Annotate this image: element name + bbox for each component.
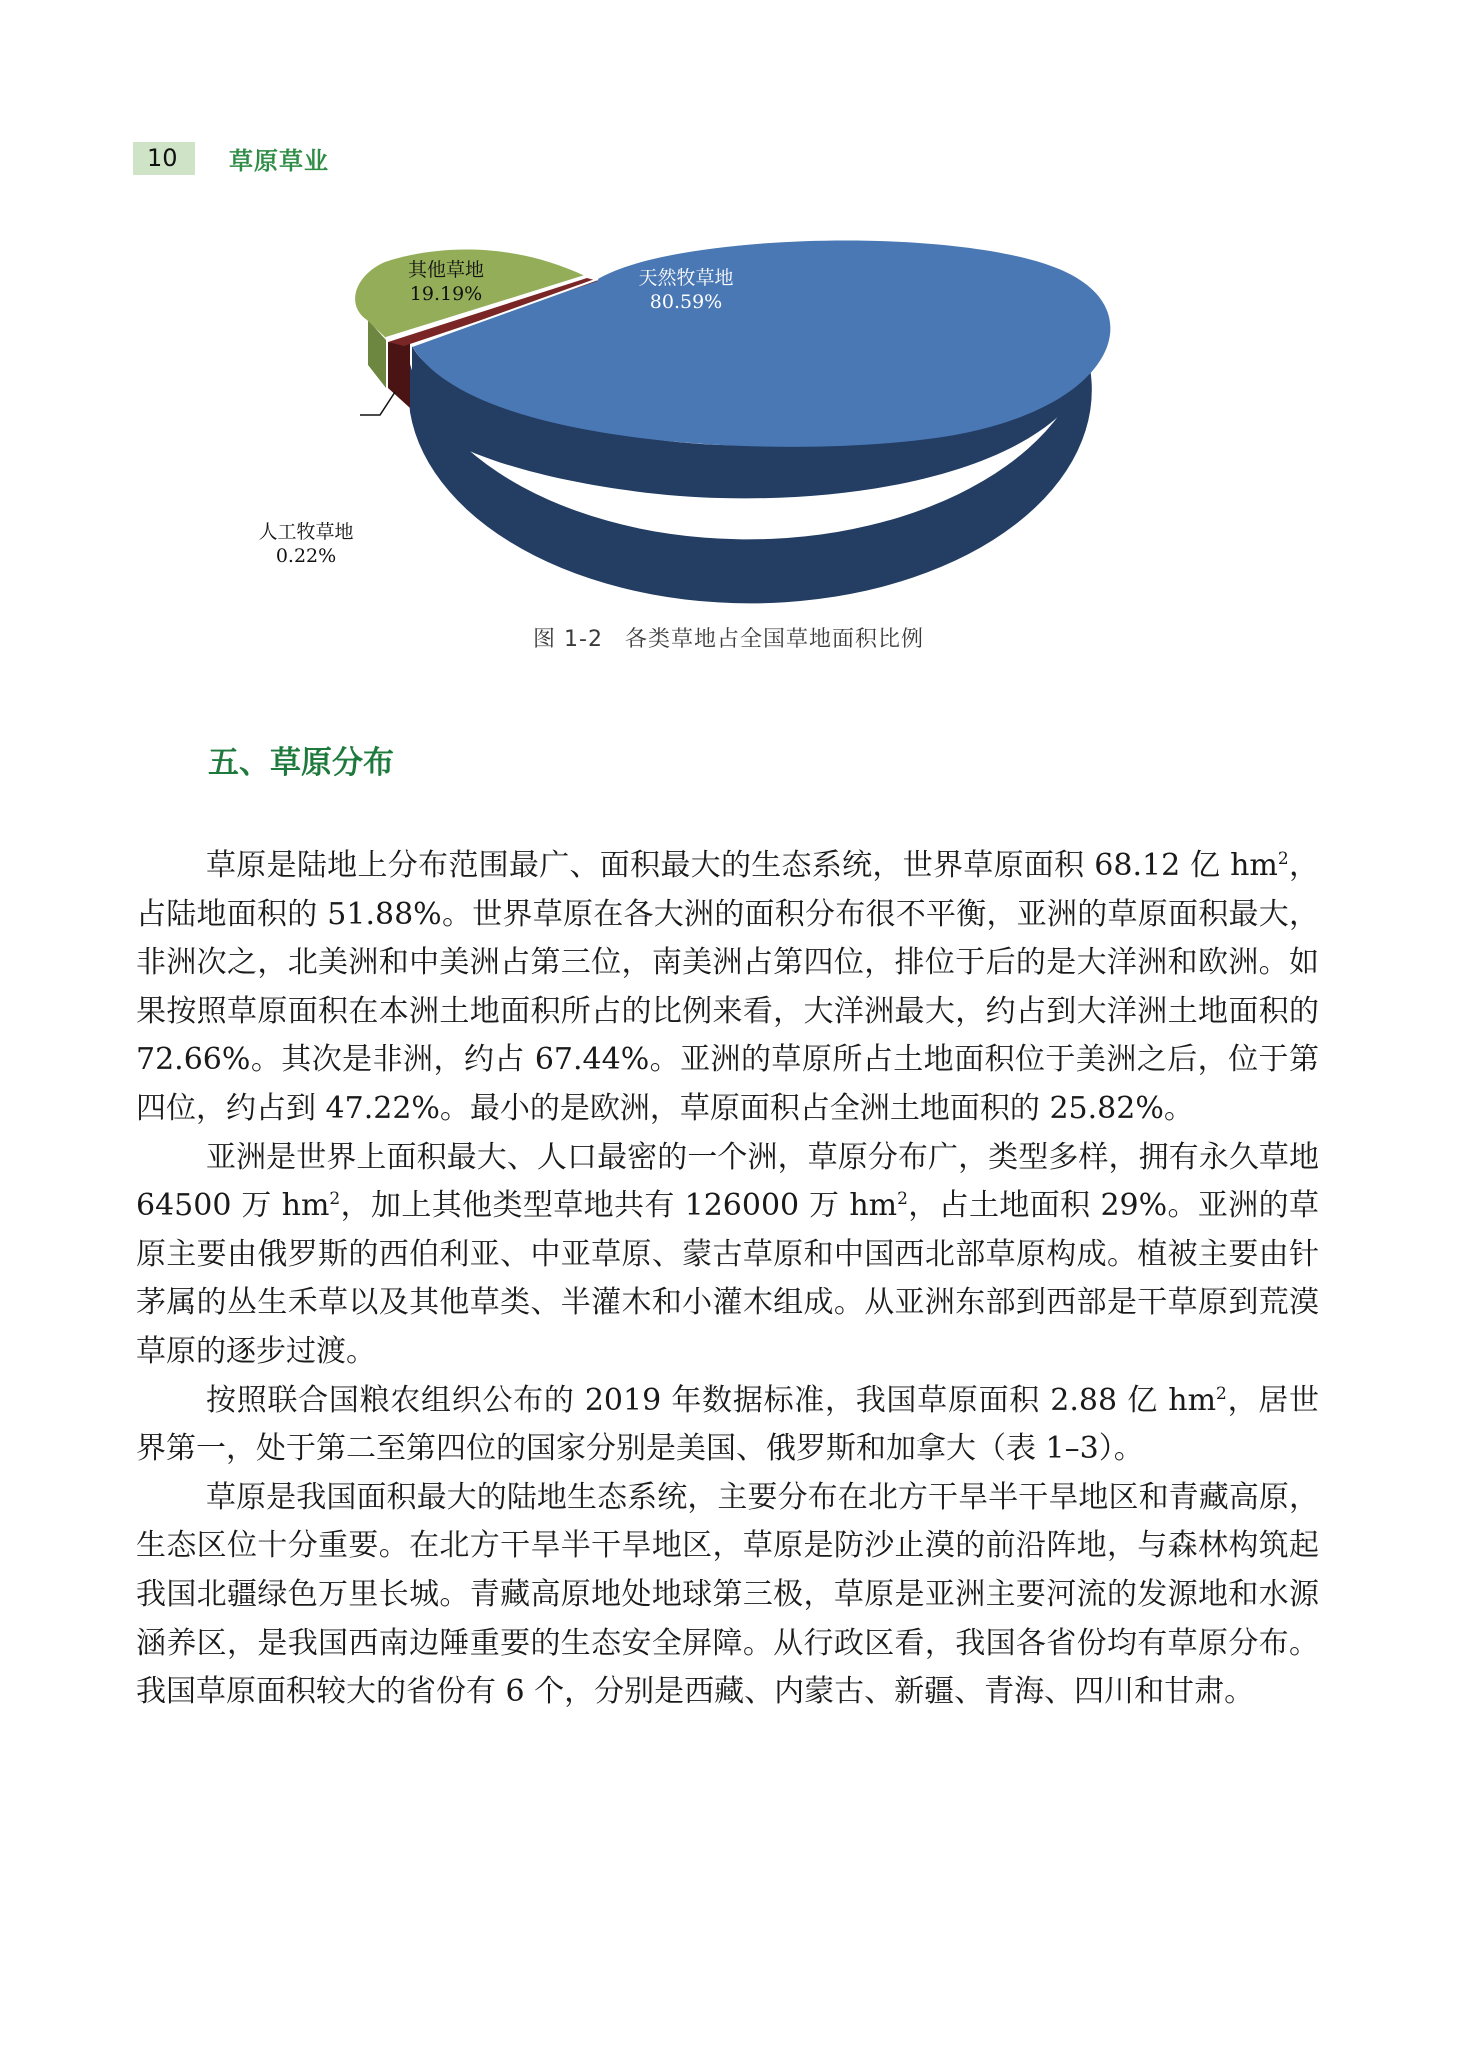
paragraph-text: 亚洲是世界上面积最大、人口最密的一个洲，草原分布广，类型多样，拥有永久草地 64500 万 hm [136, 1139, 1319, 1224]
pie-chart [258, 259, 1140, 610]
paragraph-text: 按照联合国粮农组织公布的 2019 年数据标准，我国草原面积 2.88 亿 hm [206, 1382, 1217, 1418]
section-title: 五、草原分布 [208, 745, 394, 781]
paragraph-text: ，居世界第一，处于第二至第四位的国家分别是美国、俄罗斯和加拿大（表 1–3）。 [136, 1382, 1320, 1467]
paragraph-text: 草原是陆地上分布范围最广、面积最大的生态系统，世界草原面积 68.12 亿 hm [206, 848, 1278, 883]
label-other-value: 19.19% [409, 283, 483, 305]
figure-label: 图 1-2 [533, 627, 603, 652]
paragraph [136, 1377, 1319, 1474]
superscript: 2 [329, 1189, 341, 1210]
paragraph-text: ，占陆地面积的 51.88%。世界草原在各大洲的面积分布很不平衡，亚洲的草原面积最大，非洲次之，北美洲和中美洲占第三位，南美洲占第四位，排位于后的是大洋洲和欧洲。如果按照草原面积在本洲土地面积所占的比例来看，大洋洲最大，约占到大洋洲土地面积的 72.66%。其次是非洲，约占 67.44%。亚洲的草原所占土地面积位于美洲之后，位于第四位，约占到 47.22%。最小的是欧洲，草原面积占全洲土地面积的 25.82%。 [136, 848, 1319, 1126]
label-artificial-name: 人工牧草地 [258, 521, 354, 543]
pie-chart-figure [258, 259, 1140, 610]
superscript: 2 [1277, 849, 1289, 869]
figure-caption [0, 622, 1457, 653]
label-other-name: 其他草地 [407, 259, 485, 281]
running-title: 草原草业 [229, 147, 329, 175]
paragraph-text: ，占土地面积 29%。亚洲的草原主要由俄罗斯的西伯利亚、中亚草原、蒙古草原和中国西北部草原构成。植被主要由针茅属的丛生禾草以及其他草类、半灌木和小灌木组成。从亚洲东部到西部是干草原到荒漠草原的逐步过渡。 [136, 1188, 1320, 1369]
running-header [133, 142, 329, 175]
page-number: 10 [133, 142, 195, 175]
paragraph [136, 1134, 1319, 1377]
paragraph-text: 草原是我国面积最大的陆地生态系统，主要分布在北方干旱半干旱地区和青藏高原，生态区位十分重要。在北方干旱半干旱地区，草原是防沙止漠的前沿阵地，与森林构筑起我国北疆绿色万里长城。青藏高原地处地球第三极，草原是亚洲主要河流的发源地和水源涵养区，是我国西南边陲重要的生态安全屏障。从行政区看，我国各省份均有草原分布。我国草原面积较大的省份有 6 个，分别是西藏、内蒙古、新疆、青海、四川和甘肃。 [136, 1479, 1319, 1710]
paragraph [136, 1474, 1319, 1717]
label-natural-name: 天然牧草地 [638, 267, 734, 289]
body-text [136, 842, 1319, 1717]
paragraph [136, 842, 1319, 1134]
superscript: 2 [897, 1189, 908, 1210]
figure-title: 各类草地占全国草地面积比例 [624, 627, 924, 652]
superscript: 2 [1216, 1383, 1227, 1404]
label-artificial-value: 0.22% [275, 545, 337, 567]
paragraph-text: ，加上其他类型草地共有 126000 万 hm [340, 1188, 898, 1224]
label-natural-value: 80.59% [649, 291, 723, 313]
leader-line-artificial [360, 392, 395, 415]
